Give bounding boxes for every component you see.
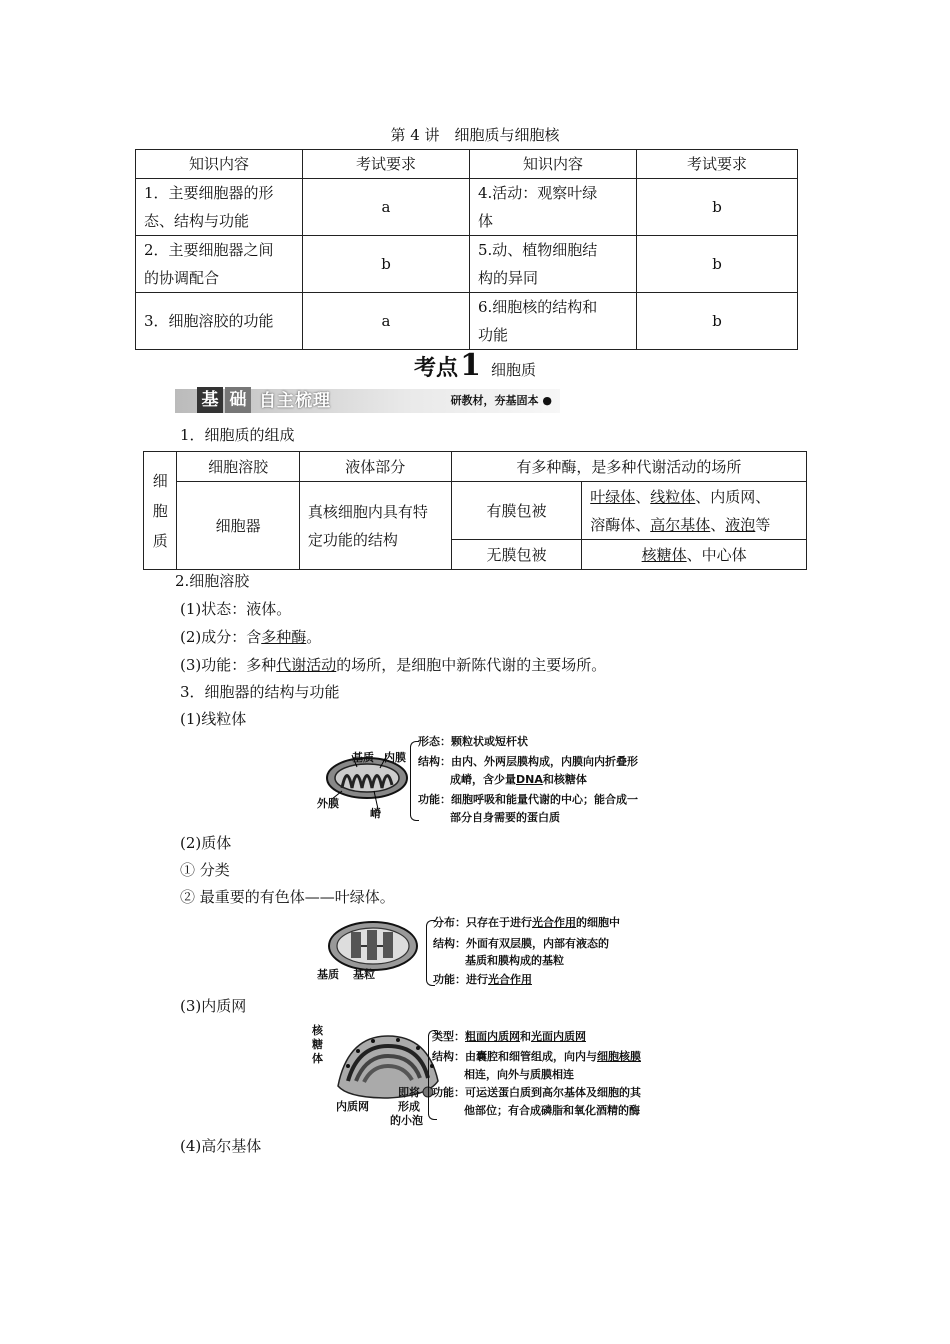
label-vesicle-2: 形成 bbox=[398, 1100, 420, 1113]
label-ribosome-2: 糖 bbox=[312, 1038, 323, 1051]
fig2-line: 结构：外面有双层膜，内部有液态的 bbox=[433, 937, 609, 950]
banner-subtitle: 研教材，夯基固本 ● bbox=[450, 394, 552, 407]
label-ribosome-1: 核 bbox=[312, 1024, 323, 1037]
cytoplasm-composition-table bbox=[143, 451, 807, 570]
header-requirement-1: 考试要求 bbox=[303, 150, 470, 179]
fig2-line: 基质和膜构成的基粒 bbox=[465, 954, 564, 967]
text-line: (4)高尔基体 bbox=[180, 1137, 262, 1155]
text-line: (3)功能：多种代谢活动的场所，是细胞中新陈代谢的主要场所。 bbox=[180, 656, 607, 674]
header-knowledge-2: 知识内容 bbox=[470, 150, 637, 179]
requirement-cell: b bbox=[637, 236, 798, 293]
organelle-list-cell: 叶绿体、线粒体、内质网、 溶酶体、高尔基体、液泡等 bbox=[582, 482, 807, 540]
text-line: (3)内质网 bbox=[180, 997, 247, 1015]
section-heading: 1．细胞质的组成 bbox=[180, 426, 295, 444]
requirement-cell: b bbox=[637, 179, 798, 236]
mitochondrion-figure bbox=[312, 733, 682, 828]
label-inner-membrane: 内膜 bbox=[384, 751, 406, 764]
header-knowledge-1: 知识内容 bbox=[136, 150, 303, 179]
requirement-cell: a bbox=[303, 179, 470, 236]
comp-cell: 细胞溶胶 bbox=[177, 452, 299, 482]
comp-cell: 细胞器 bbox=[177, 482, 299, 570]
comp-cell: 液体部分 bbox=[299, 452, 451, 482]
lesson-title: 第 4 讲 细胞质与细胞核 bbox=[390, 126, 560, 144]
fig3-line: 类型：粗面内质网和光面内质网 bbox=[432, 1030, 586, 1043]
requirement-cell: b bbox=[637, 293, 798, 350]
banner-title: 自主梳理 bbox=[259, 391, 331, 411]
kaodian-heading: 考点1 细胞质 bbox=[414, 348, 536, 383]
organelle-list-cell: 核糖体、中心体 bbox=[582, 540, 807, 570]
comp-cell: 真核细胞内具有特 定功能的结构 bbox=[299, 482, 451, 570]
text-line: (1)线粒体 bbox=[180, 710, 247, 728]
requirements-table bbox=[135, 149, 798, 350]
header-requirement-2: 考试要求 bbox=[637, 150, 798, 179]
chloroplast-icon bbox=[323, 914, 423, 974]
section-banner bbox=[175, 389, 560, 413]
fig3-line: 他部位；有合成磷脂和氧化酒精的酶 bbox=[464, 1104, 640, 1117]
fig1-line: 功能：细胞呼吸和能量代谢的中心；能合成一 bbox=[418, 793, 638, 806]
banner-char-1: 基 bbox=[197, 387, 223, 413]
chloroplast-figure bbox=[313, 914, 653, 990]
fig1-line: 部分自身需要的蛋白质 bbox=[450, 811, 560, 824]
section-heading: 2.细胞溶胶 bbox=[175, 572, 250, 590]
label-ribosome-3: 体 bbox=[312, 1052, 323, 1065]
knowledge-cell: 1．主要细胞器的形 态、结构与功能 bbox=[136, 179, 303, 236]
knowledge-cell: 3．细胞溶胶的功能 bbox=[136, 293, 303, 350]
label-cristae: 嵴 bbox=[370, 807, 381, 820]
fig2-line: 分布：只存在于进行光合作用的细胞中 bbox=[433, 916, 620, 929]
side-label-cell: 细 胞 质 bbox=[144, 452, 177, 570]
fig3-line: 结构：由囊腔和细管组成，向内与细胞核膜 bbox=[432, 1050, 641, 1063]
label-matrix: 基质 bbox=[352, 751, 374, 764]
comp-cell: 有膜包被 bbox=[451, 482, 582, 540]
fig3-line: 功能：可运送蛋白质到高尔基体及细胞的其 bbox=[432, 1086, 641, 1099]
text-line: (2)成分：含多种酶。 bbox=[180, 628, 322, 646]
comp-cell: 无膜包被 bbox=[451, 540, 582, 570]
label-grana: 基粒 bbox=[353, 968, 375, 981]
section-heading: 3．细胞器的结构与功能 bbox=[180, 683, 340, 701]
label-vesicle-3: 的小泡 bbox=[390, 1114, 423, 1127]
er-figure bbox=[308, 1022, 688, 1130]
table-row bbox=[136, 236, 798, 293]
fig1-line: 形态：颗粒状或短杆状 bbox=[418, 735, 528, 748]
label-vesicle-1: 即将 bbox=[398, 1086, 420, 1099]
fig1-line: 成嵴，含少量DNA和核糖体 bbox=[450, 773, 587, 786]
knowledge-cell: 6.细胞核的结构和 功能 bbox=[470, 293, 637, 350]
table-row bbox=[136, 179, 798, 236]
label-er: 内质网 bbox=[336, 1100, 369, 1113]
label-outer-membrane: 外膜 bbox=[317, 797, 339, 810]
comp-cell: 有多种酶，是多种代谢活动的场所 bbox=[451, 452, 806, 482]
requirement-cell: b bbox=[303, 236, 470, 293]
text-line: ① 分类 bbox=[180, 861, 230, 879]
fig3-line: 相连，向外与质膜相连 bbox=[464, 1068, 574, 1081]
requirement-cell: a bbox=[303, 293, 470, 350]
knowledge-cell: 4.活动：观察叶绿 体 bbox=[470, 179, 637, 236]
knowledge-cell: 2．主要细胞器之间 的协调配合 bbox=[136, 236, 303, 293]
text-line: ② 最重要的有色体——叶绿体。 bbox=[180, 888, 395, 906]
text-line: (1)状态：液体。 bbox=[180, 600, 292, 618]
label-stroma: 基质 bbox=[317, 968, 339, 981]
fig2-line: 功能：进行光合作用 bbox=[433, 973, 532, 986]
text-line: (2)质体 bbox=[180, 834, 232, 852]
knowledge-cell: 5.动、植物细胞结 构的异同 bbox=[470, 236, 637, 293]
banner-char-2: 础 bbox=[225, 387, 251, 413]
fig1-line: 结构：由内、外两层膜构成，内膜向内折叠形 bbox=[418, 755, 638, 768]
table-row bbox=[136, 293, 798, 350]
